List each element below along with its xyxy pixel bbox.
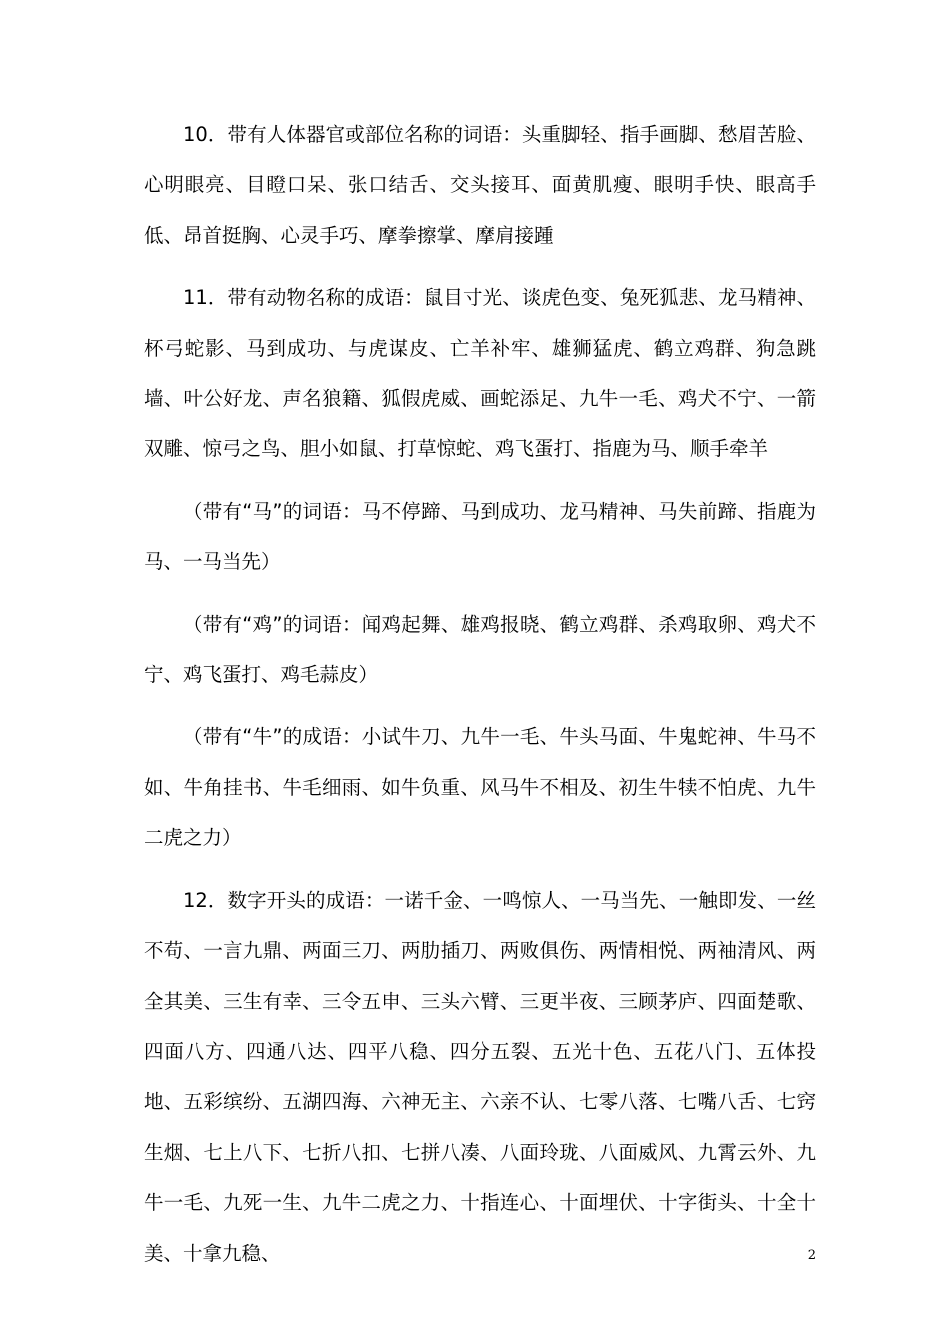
- paragraph-body-parts-idioms: 10．带有人体器官或部位名称的词语：头重脚轻、指手画脚、愁眉苦脸、心明眼亮、目瞪口呆、张口结舌、交头接耳、面黄肌瘦、眼明手快、眼高手低、昂首挺胸、心灵手巧、摩拳擦掌、摩肩接踵: [144, 123, 816, 247]
- paragraph-chicken-words: （带有“鸡”的词语：闻鸡起舞、雄鸡报晓、鹤立鸡群、杀鸡取卵、鸡犬不宁、鸡飞蛋打、鸡毛蒜皮）: [144, 612, 816, 687]
- paragraph-animal-idioms: 11．带有动物名称的成语：鼠目寸光、谈虎色变、兔死狐悲、龙马精神、杯弓蛇影、马到成功、与虎谋皮、亡羊补牢、雄狮猛虎、鹤立鸡群、狗急跳墙、叶公好龙、声名狼籍、狐假虎威、画蛇添足、九牛一毛、鸡犬不宁、一箭双雕、惊弓之鸟、胆小如鼠、打草惊蛇、鸡飞蛋打、指鹿为马、顺手牵羊: [144, 286, 816, 461]
- paragraph-ox-idioms: （带有“牛”的成语：小试牛刀、九牛一毛、牛头马面、牛鬼蛇神、牛马不如、牛角挂书、牛毛细雨、如牛负重、风马牛不相及、初生牛犊不怕虎、九牛二虎之力）: [144, 725, 816, 850]
- paragraph-horse-words: （带有“马”的词语：马不停蹄、马到成功、龙马精神、马失前蹄、指鹿为马、一马当先）: [144, 499, 816, 574]
- page-number: 2: [807, 1248, 816, 1263]
- paragraph-number-idioms: 12．数字开头的成语：一诺千金、一鸣惊人、一马当先、一触即发、一丝不苟、一言九鼎、两面三刀、两肋插刀、两败俱伤、两情相悦、两袖清风、两全其美、三生有幸、三令五申、三头六臂、三更半夜、三顾茅庐、四面楚歌、四面八方、四通八达、四平八稳、四分五裂、五光十色、五花八门、五体投地、五彩缤纷、五湖四海、六神无主、六亲不认、七零八落、七嘴八舌、七窍生烟、七上八下、七折八扣、七拼八凑、八面玲珑、八面威风、九霄云外、九牛一毛、九死一生、九牛二虎之力、十指连心、十面埋伏、十字街头、十全十美、十拿九稳、: [144, 888, 816, 1265]
- document-body: [144, 110, 816, 1291]
